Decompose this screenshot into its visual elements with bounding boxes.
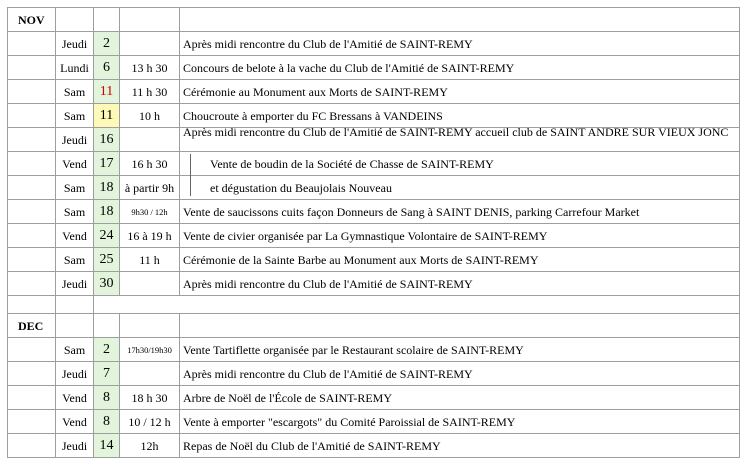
date-number: 16 bbox=[93, 127, 120, 152]
event-description: et dégustation du Beaujolais Nouveau bbox=[179, 175, 740, 200]
empty-cell bbox=[93, 313, 120, 338]
day-name: Vend bbox=[55, 409, 94, 434]
event-time: 10 h bbox=[119, 103, 180, 128]
event-time: 16 h 30 bbox=[119, 151, 180, 176]
day-name: Sam bbox=[55, 337, 94, 362]
event-time bbox=[119, 127, 180, 152]
event-description: Concours de belote à la vache du Club de l'Amitié de SAINT-REMY bbox=[179, 55, 740, 80]
event-description: Choucroute à emporter du FC Bressans à VANDEINS bbox=[179, 103, 740, 128]
event-description: Cérémonie de la Sainte Barbe au Monument aux Morts de SAINT-REMY bbox=[179, 247, 740, 272]
row-indent-cell bbox=[7, 127, 56, 152]
event-time: 17h30/19h30 bbox=[119, 337, 180, 362]
event-time bbox=[119, 31, 180, 56]
empty-cell bbox=[179, 313, 740, 338]
row-indent-cell bbox=[7, 103, 56, 128]
month-header: DEC bbox=[7, 313, 56, 338]
date-number: 6 bbox=[93, 55, 120, 80]
row-indent-cell bbox=[7, 361, 56, 386]
event-time: 18 h 30 bbox=[119, 385, 180, 410]
row-indent-cell bbox=[7, 31, 56, 56]
event-time: 13 h 30 bbox=[119, 55, 180, 80]
day-name: Vend bbox=[55, 385, 94, 410]
row-indent-cell bbox=[7, 385, 56, 410]
row-indent-cell bbox=[7, 433, 56, 458]
row-indent-cell bbox=[7, 55, 56, 80]
event-time: 11 h bbox=[119, 247, 180, 272]
event-time: 9h30 / 12h bbox=[119, 199, 180, 224]
event-description: Après midi rencontre du Club de l'Amitié de SAINT-REMY bbox=[179, 31, 740, 56]
row-indent-cell bbox=[7, 151, 56, 176]
grouping-bracket bbox=[190, 154, 191, 196]
date-number: 8 bbox=[93, 385, 120, 410]
day-name: Jeudi bbox=[55, 271, 94, 296]
date-number: 11 bbox=[93, 103, 120, 128]
day-name: Jeudi bbox=[55, 433, 94, 458]
day-name: Sam bbox=[55, 79, 94, 104]
day-name: Lundi bbox=[55, 55, 94, 80]
row-indent-cell bbox=[7, 223, 56, 248]
day-name: Sam bbox=[55, 247, 94, 272]
event-description: Vente Tartiflette organisée par le Restaurant scolaire de SAINT-REMY bbox=[179, 337, 740, 362]
event-time: 12h bbox=[119, 433, 180, 458]
event-description: Vente de boudin de la Société de Chasse de SAINT-REMY bbox=[179, 151, 740, 176]
row-indent-cell bbox=[7, 247, 56, 272]
date-number: 25 bbox=[93, 247, 120, 272]
event-time: 16 à 19 h bbox=[119, 223, 180, 248]
event-description: Cérémonie au Monument aux Morts de SAINT-REMY bbox=[179, 79, 740, 104]
row-indent-cell bbox=[7, 337, 56, 362]
empty-cell bbox=[55, 7, 94, 32]
event-description: Vente à emporter "escargots" du Comité Paroissial de SAINT-REMY bbox=[179, 409, 740, 434]
date-number: 17 bbox=[93, 151, 120, 176]
date-number: 24 bbox=[93, 223, 120, 248]
date-number: 18 bbox=[93, 199, 120, 224]
event-description-text: Après midi rencontre du Club de l'Amitié de SAINT-REMY accueil club de SAINT ANDRE SUR VIEUX JONC bbox=[183, 127, 729, 139]
date-number: 14 bbox=[93, 433, 120, 458]
date-number: 2 bbox=[93, 31, 120, 56]
event-description bbox=[179, 127, 740, 152]
spacer-cell bbox=[93, 295, 740, 314]
month-header: NOV bbox=[7, 7, 56, 32]
day-name: Sam bbox=[55, 175, 94, 200]
empty-cell bbox=[93, 7, 120, 32]
event-description: Arbre de Noël de l'École de SAINT-REMY bbox=[179, 385, 740, 410]
row-indent-cell bbox=[7, 271, 56, 296]
day-name: Sam bbox=[55, 199, 94, 224]
date-number: 30 bbox=[93, 271, 120, 296]
event-time bbox=[119, 361, 180, 386]
date-number: 11 bbox=[93, 79, 120, 104]
empty-cell bbox=[179, 7, 740, 32]
spacer-cell bbox=[7, 295, 56, 314]
event-description: Vente de civier organisée par La Gymnastique Volontaire de SAINT-REMY bbox=[179, 223, 740, 248]
empty-cell bbox=[119, 313, 180, 338]
day-name: Vend bbox=[55, 223, 94, 248]
date-number: 7 bbox=[93, 361, 120, 386]
day-name: Jeudi bbox=[55, 127, 94, 152]
event-description: Après midi rencontre du Club de l'Amitié de SAINT-REMY bbox=[179, 361, 740, 386]
date-number: 2 bbox=[93, 337, 120, 362]
row-indent-cell bbox=[7, 175, 56, 200]
event-time: 10 / 12 h bbox=[119, 409, 180, 434]
event-description: Après midi rencontre du Club de l'Amitié de SAINT-REMY bbox=[179, 271, 740, 296]
spacer-cell bbox=[55, 295, 94, 314]
row-indent-cell bbox=[7, 199, 56, 224]
date-number: 8 bbox=[93, 409, 120, 434]
event-time bbox=[119, 271, 180, 296]
day-name: Jeudi bbox=[55, 361, 94, 386]
event-description: Repas de Noël du Club de l'Amitié de SAINT-REMY bbox=[179, 433, 740, 458]
day-name: Jeudi bbox=[55, 31, 94, 56]
day-name: Vend bbox=[55, 151, 94, 176]
event-time: à partir 9h bbox=[119, 175, 180, 200]
row-indent-cell bbox=[7, 79, 56, 104]
event-description: Vente de saucissons cuits façon Donneurs de Sang à SAINT DENIS, parking Carrefour Market bbox=[179, 199, 740, 224]
empty-cell bbox=[55, 313, 94, 338]
event-time: 11 h 30 bbox=[119, 79, 180, 104]
row-indent-cell bbox=[7, 409, 56, 434]
day-name: Sam bbox=[55, 103, 94, 128]
empty-cell bbox=[119, 7, 180, 32]
date-number: 18 bbox=[93, 175, 120, 200]
